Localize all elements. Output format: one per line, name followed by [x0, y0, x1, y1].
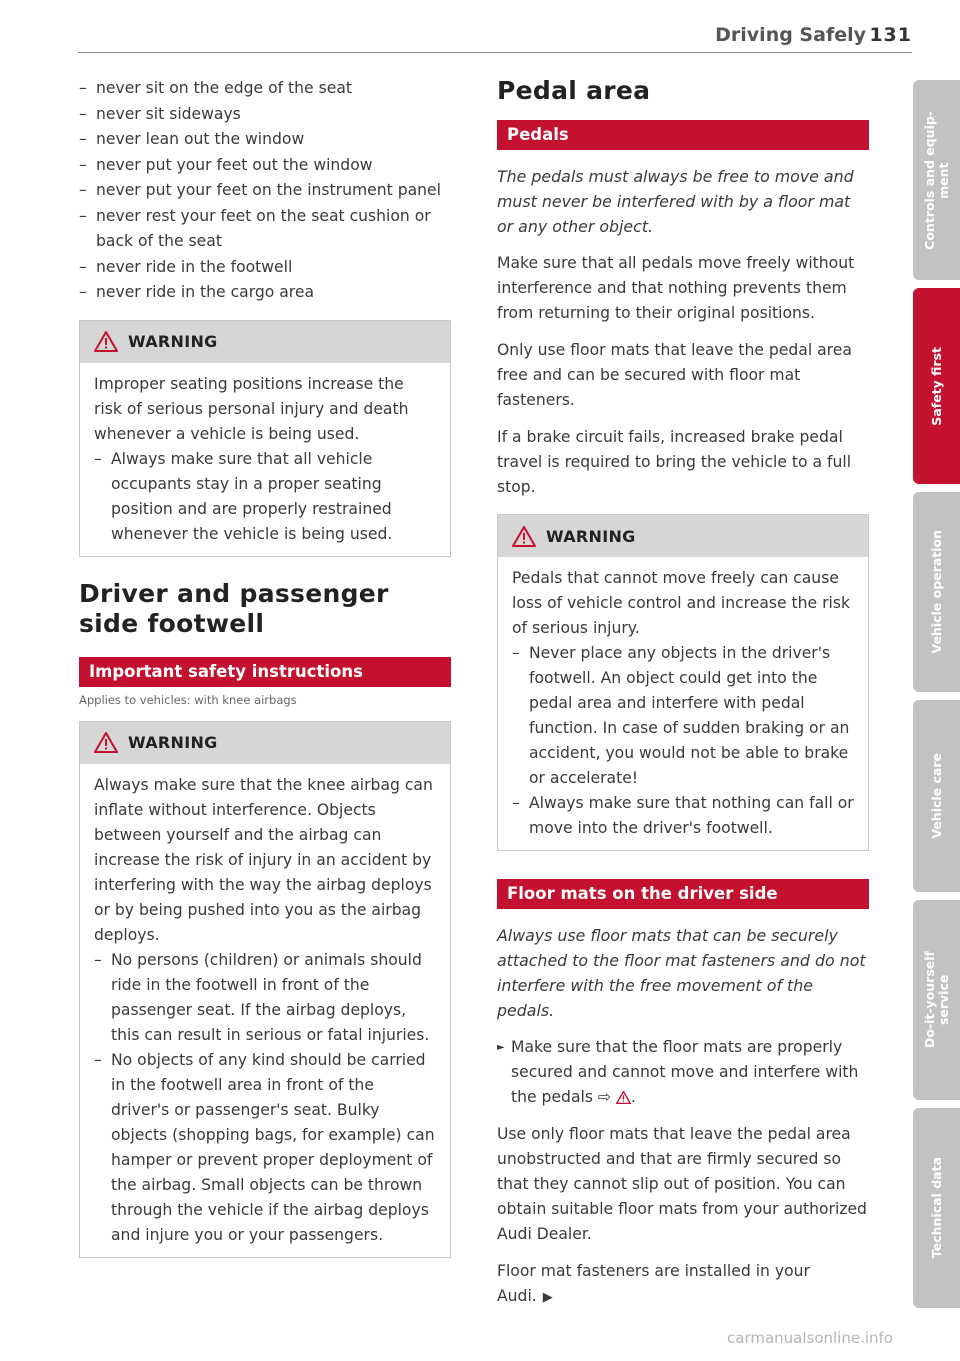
- tab-controls-and-equipment[interactable]: [913, 80, 960, 280]
- floor-mats-bullet-text: Make sure that the floor mats are properly secured and cannot move and interfere with the pedals ⇨: [511, 1038, 859, 1106]
- list-item: – never sit sideways: [79, 102, 451, 128]
- floor-mats-paragraph: Use only floor mats that leave the pedal area unobstructed and that are firmly secured so that they cannot slip out of position. You can obtain suitable floor mats from your authorized Audi Dealer.: [497, 1125, 867, 1243]
- warning-text: Always make sure that the knee airbag can inflate without interference. Objects between yourself and the airbag can increase the risk of injury in an accident by interfering with the way the airbag deploys or by being pushed into you as the airbag deploys.: [94, 775, 433, 944]
- tab-technical-data[interactable]: [913, 1108, 960, 1308]
- warning-box-pedals: [497, 514, 869, 851]
- floor-mats-paragraph-text: Floor mat fasteners are installed in your Audi.: [497, 1262, 810, 1305]
- warning-header: [80, 722, 450, 764]
- pedals-paragraph: If a brake circuit fails, increased brake pedal travel is required to bring the vehicle to a full stop.: [497, 428, 852, 496]
- right-column: [497, 76, 869, 1310]
- list-item: – never ride in the cargo area: [79, 280, 451, 306]
- tab-do-it-yourself-service[interactable]: [913, 900, 960, 1100]
- subsection-bar-floor-mats: Floor mats on the driver side: [497, 879, 869, 909]
- warning-header: [80, 321, 450, 363]
- tab-vehicle-care[interactable]: [913, 700, 960, 892]
- list-item: – never put your feet on the instrument panel: [79, 178, 451, 204]
- warning-triangle-icon: [94, 331, 118, 352]
- page-header: [78, 22, 912, 54]
- list-item: – never lean out the window: [79, 127, 451, 153]
- warning-title: WARNING: [128, 733, 218, 752]
- subsection-bar-safety: Important safety instructions: [79, 657, 451, 687]
- warning-list-item: – No objects of any kind should be carried in the footwell area in front of the driver's or passenger's seat. Bulky objects (shopping bags, for example) can hamper or prevent proper deployment of the airbag. Small objects can be thrown through the vehicle if the airbag deploys and injure you or your passengers.: [94, 1048, 436, 1248]
- continue-arrow-icon: ▶: [542, 1290, 553, 1305]
- list-item: – never rest your feet on the seat cushion or back of the seat: [79, 204, 451, 255]
- warning-list: [94, 447, 436, 547]
- header-rule: [78, 52, 912, 53]
- tab-label: Controls and equip- ment: [921, 110, 951, 250]
- pedals-intro: The pedals must always be free to move and must never be interfered with by a floor mat or any other object.: [497, 167, 854, 236]
- warning-body: [498, 557, 868, 850]
- warning-list: [94, 948, 436, 1248]
- section-title-footwell: Driver and passenger side footwell: [79, 578, 389, 638]
- warning-text: Improper seating positions increase the risk of serious personal injury and death whenever a vehicle is being used.: [94, 374, 409, 443]
- warning-text: Pedals that cannot move freely can cause loss of vehicle control and increase the risk of serious injury.: [512, 569, 850, 637]
- tab-safety-first[interactable]: [913, 288, 960, 484]
- floor-mats-intro: Always use floor mats that can be securely attached to the floor mat fasteners and do not interfere with the free movement of the pedals.: [497, 926, 866, 1020]
- list-item: – never put your feet out the window: [79, 153, 451, 179]
- floor-mats-bullet: ► Make sure that the floor mats are properly secured and cannot move and interfere with the pedals ⇨ .: [497, 1035, 869, 1110]
- header-title: Driving Safely: [715, 24, 866, 46]
- warning-list-item: – Always make sure that all vehicle occupants stay in a proper seating position and are properly restrained whenever the vehicle is being used.: [94, 447, 436, 547]
- warning-list-item: – Always make sure that nothing can fall or move into the driver's footwell.: [512, 791, 854, 841]
- pedals-paragraph: Only use floor mats that leave the pedal area free and can be secured with floor mat fasteners.: [497, 341, 852, 409]
- warning-triangle-icon: [512, 526, 536, 547]
- warning-list: [512, 641, 854, 841]
- warning-box-knee-airbag: [79, 721, 451, 1258]
- warning-reference-icon[interactable]: [616, 1091, 631, 1104]
- tab-label: Vehicle care: [928, 753, 944, 839]
- warning-list-item: – Never place any objects in the driver's footwell. An object could get into the pedal area and interfere with pedal function. In case of sudden braking or an accident, you would not be able to brake or accelerate!: [512, 641, 854, 791]
- warning-header: [498, 515, 868, 557]
- warning-list-item: – No persons (children) or animals should ride in the footwell in front of the passenger seat. If the airbag deploys, this can result in serious or fatal injuries.: [94, 948, 436, 1048]
- subsection-bar-pedals: Pedals: [497, 120, 869, 150]
- warning-body: [80, 764, 450, 1257]
- floor-mats-paragraph-last: [497, 1259, 869, 1310]
- warning-title: WARNING: [128, 332, 218, 351]
- seating-list: [79, 76, 451, 306]
- tab-label: Do-it-yourself service: [921, 951, 951, 1049]
- applies-to-note: Applies to vehicles: with knee airbags: [79, 692, 297, 707]
- tab-label: Safety first: [928, 346, 944, 426]
- section-title-pedal-area: Pedal area: [497, 76, 651, 105]
- warning-box-seating: [79, 320, 451, 557]
- tab-label: Vehicle operation: [928, 530, 944, 654]
- left-column: [79, 76, 451, 1258]
- watermark: carmanualsonline.info: [727, 1329, 893, 1347]
- pedals-paragraph: Make sure that all pedals move freely without interference and that nothing prevents them from returning to their original positions.: [497, 254, 855, 322]
- tab-label: Technical data: [928, 1157, 944, 1259]
- warning-triangle-icon: [94, 732, 118, 753]
- list-item: – never ride in the footwell: [79, 255, 451, 281]
- warning-body: [80, 363, 450, 556]
- tab-vehicle-operation[interactable]: [913, 492, 960, 692]
- page-number: 131: [869, 24, 912, 46]
- warning-title: WARNING: [546, 526, 636, 546]
- list-item: – never sit on the edge of the seat: [79, 76, 451, 102]
